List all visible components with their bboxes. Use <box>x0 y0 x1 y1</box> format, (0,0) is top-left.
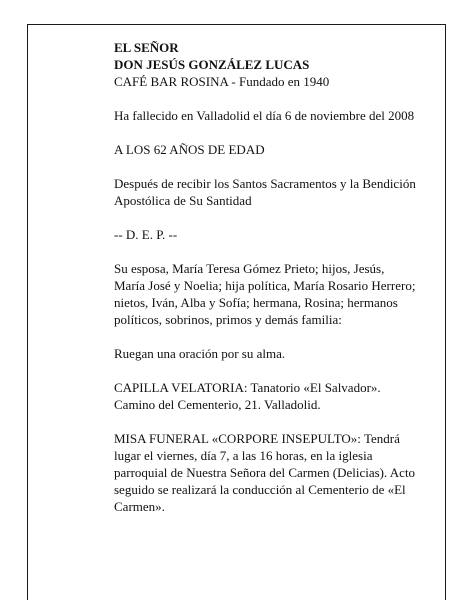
notice-header <box>114 39 416 90</box>
obituary-notice <box>114 39 416 532</box>
death-info: Ha fallecido en Valladolid el día 6 de noviembre del 2008 <box>114 108 415 123</box>
family-paragraph: Su esposa, María Teresa Gómez Prieto; hijos, Jesús, María José y Noelia; hija política, María Rosario Herrero; nietos, Iván, Alba y Sofía; hermana, Rosina; hermanos políticos, sobrinos, primos y demás familia: <box>114 261 416 327</box>
deceased-name: DON JESÚS GONZÁLEZ LUCAS <box>114 57 310 72</box>
chapel-info: CAPILLA VELATORIA: Tanatorio «El Salvador». Camino del Cementerio, 21. Valladolid. <box>114 380 381 412</box>
funeral-mass-info: MISA FUNERAL «CORPORE INSEPULTO»: Tendrá lugar el viernes, día 7, a las 16 horas, en la iglesia parroquial de Nuestra Señora del Carmen (Delicias). Acto seguido se realizará la conducción al Cementerio de «El Carmen». <box>114 431 416 514</box>
title-line-1: EL SEÑOR <box>114 40 179 55</box>
prayer-request: Ruegan una oración por su alma. <box>114 346 286 361</box>
age-line: A LOS 62 AÑOS DE EDAD <box>114 142 265 157</box>
rip-line: -- D. E. P. -- <box>114 227 178 242</box>
business-line: CAFÉ BAR ROSINA - Fundado en 1940 <box>114 74 330 89</box>
sacraments-paragraph: Después de recibir los Santos Sacramentos y la Bendición Apostólica de Su Santidad <box>114 176 416 208</box>
